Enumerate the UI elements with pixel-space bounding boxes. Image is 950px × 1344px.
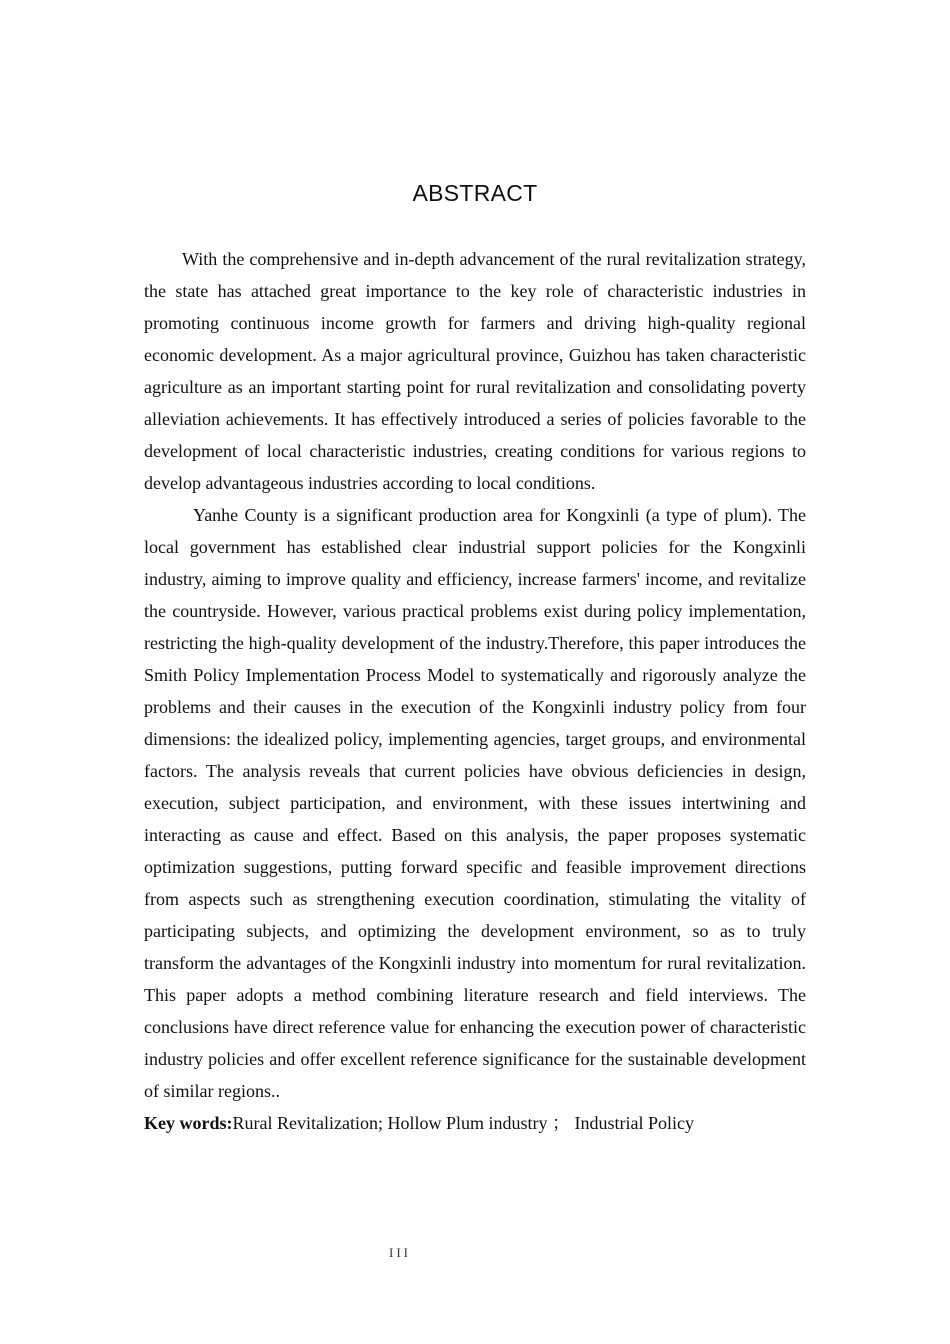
- keywords-text: Rural Revitalization; Hollow Plum industry ； Industrial Policy: [232, 1113, 694, 1133]
- abstract-body: [144, 243, 806, 1139]
- abstract-paragraph-2: Yanhe County is a significant production area for Kongxinli (a type of plum). The local government has established clear industrial support policies for the Kongxinli industry, aiming to improve quality and efficiency, increase farmers' income, and revitalize the countryside. However, various practical problems exist during policy implementation, restricting the high-quality development of the industry.Therefore, this paper introduces the Smith Policy Implementation Process Model to systematically and rigorously analyze the problems and their causes in the execution of the Kongxinli industry policy from four dimensions: the idealized policy, implementing agencies, target groups, and environmental factors. The analysis reveals that current policies have obvious deficiencies in design, execution, subject participation, and environment, with these issues intertwining and interacting as cause and effect. Based on this analysis, the paper proposes systematic optimization suggestions, putting forward specific and feasible improvement directions from aspects such as strengthening execution coordination, stimulating the vitality of participating subjects, and optimizing the development environment, so as to truly transform the advantages of the Kongxinli industry into momentum for rural revitalization. This paper adopts a method combining literature research and field interviews. The conclusions have direct reference value for enhancing the execution power of characteristic industry policies and offer excellent reference significance for the sustainable development of similar regions..: [144, 505, 806, 1101]
- keywords-label: Key words:: [144, 1113, 233, 1133]
- keywords-line: [144, 1107, 806, 1139]
- abstract-paragraph-1: With the comprehensive and in-depth advancement of the rural revitalization strategy, the state has attached great importance to the key role of characteristic industries in promoting continuous income growth for farmers and driving high-quality regional economic development. As a major agricultural province, Guizhou has taken characteristic agriculture as an important starting point for rural revitalization and consolidating poverty alleviation achievements. It has effectively introduced a series of policies favorable to the development of local characteristic industries, creating conditions for various regions to develop advantageous industries according to local conditions.: [144, 249, 806, 493]
- page-number: III: [389, 1245, 411, 1260]
- abstract-title: ABSTRACT: [412, 180, 538, 206]
